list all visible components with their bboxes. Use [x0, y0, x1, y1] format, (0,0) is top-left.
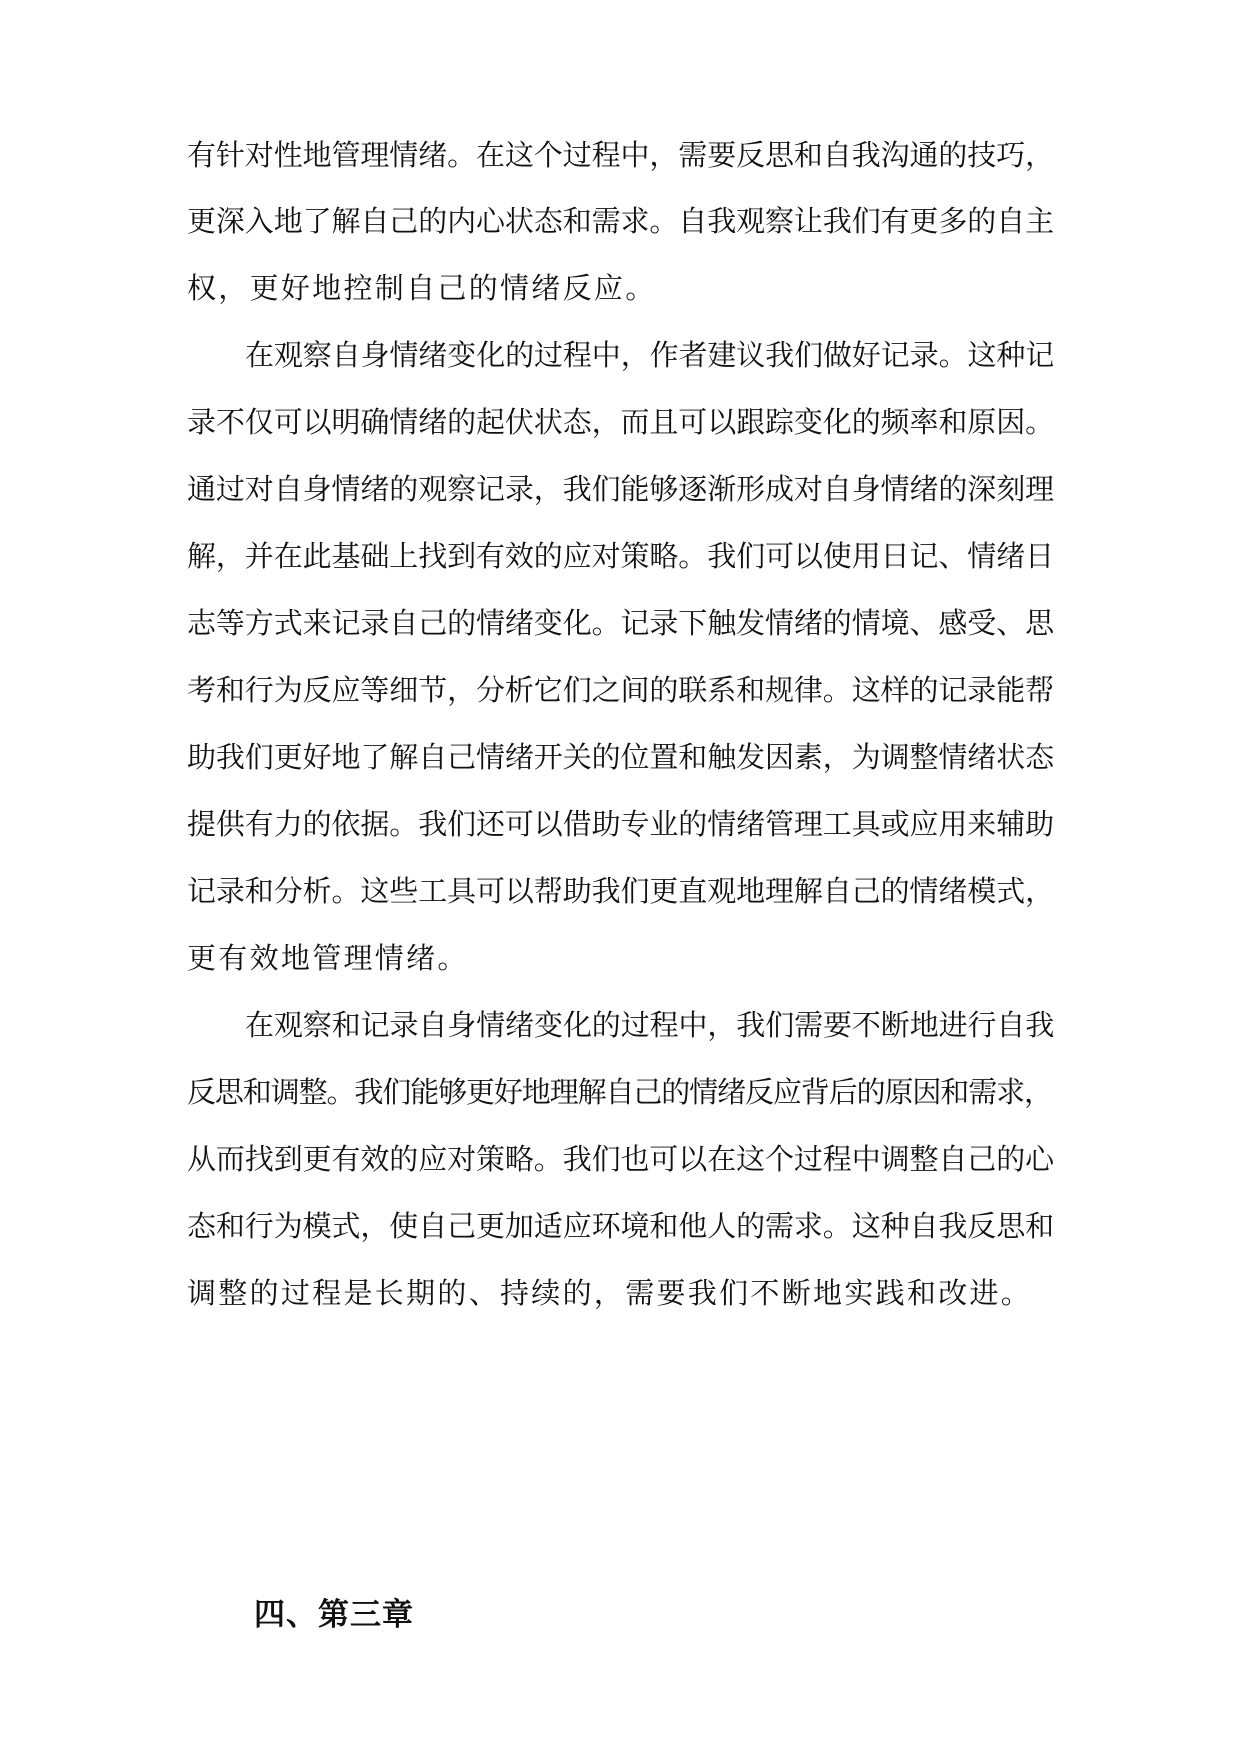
text-line: 志等方式来记录自己的情绪变化。记录下触发情绪的情境、感受、思 [187, 606, 1055, 640]
text-line: 提供有力的依据。我们还可以借助专业的情绪管理工具或应用来辅助 [187, 807, 1055, 841]
text-line: 考和行为反应等细节，分析它们之间的联系和规律。这样的记录能帮 [187, 673, 1055, 707]
text-line: 权，更好地控制自己的情绪反应。 [187, 271, 657, 305]
text-line: 在观察自身情绪变化的过程中，作者建议我们做好记录。这种记 [245, 338, 1055, 372]
section-heading: 四、第三章 [254, 1597, 414, 1633]
text-line: 通过对自身情绪的观察记录，我们能够逐渐形成对自身情绪的深刻理 [187, 472, 1055, 506]
text-line: 记录和分析。这些工具可以帮助我们更直观地理解自己的情绪模式， [187, 874, 1055, 908]
text-line: 录不仅可以明确情绪的起伏状态，而且可以跟踪变化的频率和原因。 [187, 405, 1055, 439]
text-line: 在观察和记录自身情绪变化的过程中，我们需要不断地进行自我 [245, 1008, 1055, 1042]
text-line: 反思和调整。我们能够更好地理解自己的情绪反应背后的原因和需求， [187, 1075, 1052, 1109]
text-line: 更深入地了解自己的内心状态和需求。自我观察让我们有更多的自主 [187, 204, 1055, 238]
text-line: 有针对性地管理情绪。在这个过程中，需要反思和自我沟通的技巧， [187, 138, 1055, 172]
text-line: 助我们更好地了解自己情绪开关的位置和触发因素，为调整情绪状态 [187, 740, 1055, 774]
text-line: 更有效地管理情绪。 [187, 941, 469, 975]
text-line: 态和行为模式，使自己更加适应环境和他人的需求。这种自我反思和 [187, 1209, 1055, 1243]
text-line: 解，并在此基础上找到有效的应对策略。我们可以使用日记、情绪日 [187, 539, 1055, 573]
text-line: 从而找到更有效的应对策略。我们也可以在这个过程中调整自己的心 [187, 1142, 1055, 1176]
text-line: 调整的过程是长期的、持续的，需要我们不断地实践和改进。 [187, 1276, 1033, 1310]
